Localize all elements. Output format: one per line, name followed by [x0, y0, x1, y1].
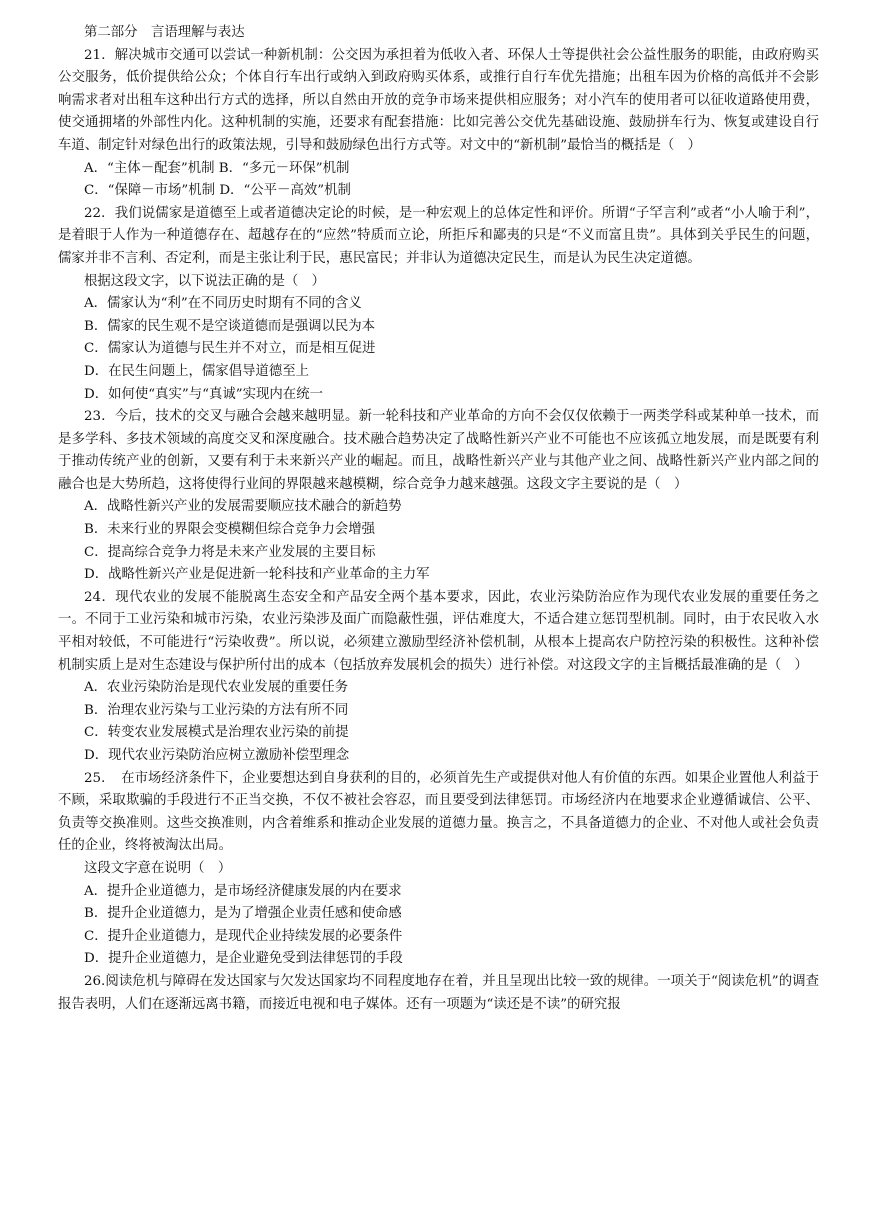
question-24 — [58, 587, 819, 768]
question-21 — [58, 45, 819, 203]
option-a: A．儒家认为“利”在不同历史时期有不同的含义 — [84, 296, 362, 312]
option-list — [58, 496, 819, 586]
question-text: 23．今后，技术的交叉与融合会越来越明显。新一轮科技和产业革命的方向不会仅仅依赖于一两类学科或某种单一技术，而是多学科、多技术领域的高度交叉和深度融合。技术融合趋势决定了战略性新兴产业不可能也不应该孤立地发展，而是既要有利于推动传统产业的创新，又要有利于未来新兴产业的崛起。而且，战略性新兴产业与其他产业之间、战略性新兴产业内部之间的融合也是大势所趋，这将使得行业间的界限越来越模糊，综合竞争力越来越强。这段文字主要说的是（ ） — [58, 409, 819, 492]
option-d-extra: D．如何使“真实”与“真诚”实现内在统一 — [84, 386, 323, 402]
option-list — [58, 293, 819, 406]
option-list — [58, 881, 819, 971]
option-c: C．儒家认为道德与民生并不对立，而是相互促进 — [84, 341, 376, 357]
section-heading: 第二部分 言语理解与表达 — [84, 25, 245, 40]
option-b: B．治理农业污染与工业污染的方法有所不同 — [84, 702, 349, 718]
option-a: A．农业污染防治是现代农业发展的重要任务 — [84, 680, 349, 696]
option-c: C．提升企业道德力，是现代企业持续发展的必要条件 — [84, 928, 403, 944]
option-b: B．未来行业的界限会变模糊但综合竞争力会增强 — [84, 522, 376, 538]
question-22 — [58, 203, 819, 406]
option-c: C．提高综合竞争力将是未来产业发展的主要目标 — [84, 544, 376, 560]
question-23 — [58, 406, 819, 587]
question-25 — [58, 768, 819, 971]
question-text: 25． 在市场经济条件下，企业要想达到自身获利的目的，必须首先生产或提供对他人有价值的东西。如果企业置他人利益于不顾，采取欺骗的手段进行不正当交换，不仅不被社会容忍，而且要受到法律惩罚。市场经济内在地要求企业遵循诚信、公平、负责等交换准则。这些交换准则，内含着维系和推动企业发展的道德力量。换言之，不具备道德力的企业、不对他人或社会负责任的企业，终将被淘汰出局。 — [58, 770, 819, 854]
option-d: D．现代农业污染防治应树立激励补偿型理念 — [84, 748, 350, 763]
question-text: 21．解决城市交通可以尝试一种新机制：公交因为承担着为低收入者、环保人士等提供社会公益性服务的职能，由政府购买公交服务，低价提供给公众；个体自行车出行或纳入到政府购买体系，或推行自行车优先措施；出租车因为价格的高低并不会影响需求者对出租车这种出行方式的选择，所以自然由开放的竞争市场来提供相应服务；对小汽车的使用者可以征收道路使用费，使交通拥堵的外部性内化。这种机制的实施，还要求有配套措施：比如完善公交优先基础设施、鼓励拼车行为、恢复或建设自行车道、制定针对绿色出行的政策法规，引导和鼓励绿色出行方式等。对文中的“新机制”最恰当的概括是（ ） — [58, 47, 819, 153]
option-b: B．提升企业道德力，是为了增强企业责任感和使命感 — [84, 906, 402, 922]
option-row: A．“主体－配套”机制 B．“多元－环保”机制 — [84, 160, 350, 176]
question-text: 26.阅读危机与障碍在发达国家与欠发达国家均不同程度地存在着，并且呈现出比较一致的规律。一项关于“阅读危机”的调查报告表明，人们在逐渐远离书籍，而接近电视和电子媒体。还有一项题为“读还是不读”的研究报 — [58, 973, 819, 1012]
option-list — [58, 677, 819, 767]
question-stem: 根据这段文字，以下说法正确的是（ ） — [84, 273, 326, 289]
option-row: C．“保障－市场”机制 D．“公平－高效”机制 — [84, 183, 351, 199]
option-c: C．转变农业发展模式是治理农业污染的前提 — [84, 725, 349, 741]
option-d: D．战略性新兴产业是促进新一轮科技和产业革命的主力军 — [84, 567, 430, 583]
question-26 — [58, 971, 819, 1016]
question-text: 22．我们说儒家是道德至上或者道德决定论的时候，是一种宏观上的总体定性和评价。所谓“子罕言利”或者“小人喻于利”，是着眼于人作为一种道德存在、超越存在的“应然”特质而立论，所拒斥和鄙夷的只是“不义而富且贵”。具体到关乎民生的问题，儒家并非不言利、否定利，而是主张让利于民，惠民富民；并非认为道德决定民生，而是认为民生决定道德。 — [58, 205, 819, 266]
option-b: B．儒家的民生观不是空谈道德而是强调以民为本 — [84, 318, 376, 334]
question-stem: 这段文字意在说明（ ） — [84, 860, 232, 876]
option-a: A．战略性新兴产业的发展需要顺应技术融合的新趋势 — [84, 499, 402, 515]
question-text: 24．现代农业的发展不能脱离生态安全和产品安全两个基本要求，因此，农业污染防治应作为现代农业发展的重要任务之一。不同于工业污染和城市污染，农业污染涉及面广而隐蔽性强，评估难度大，不适合建立惩罚型机制。同时，由于农民收入水平相对较低，不可能进行“污染收费”。所以说，必须建立激励型经济补偿机制，从根本上提高农户防控污染的积极性。这种补偿机制实质上是对生态建设与保护所付出的成本（包括放弃发展机会的损失）进行补偿。对这段文字的主旨概括最准确的是（ ） — [58, 589, 819, 673]
option-a: A．提升企业道德力，是市场经济健康发展的内在要求 — [84, 883, 402, 899]
option-d: D．提升企业道德力，是企业避免受到法律惩罚的手段 — [84, 951, 403, 967]
option-d: D．在民生问题上，儒家倡导道德至上 — [84, 363, 309, 379]
